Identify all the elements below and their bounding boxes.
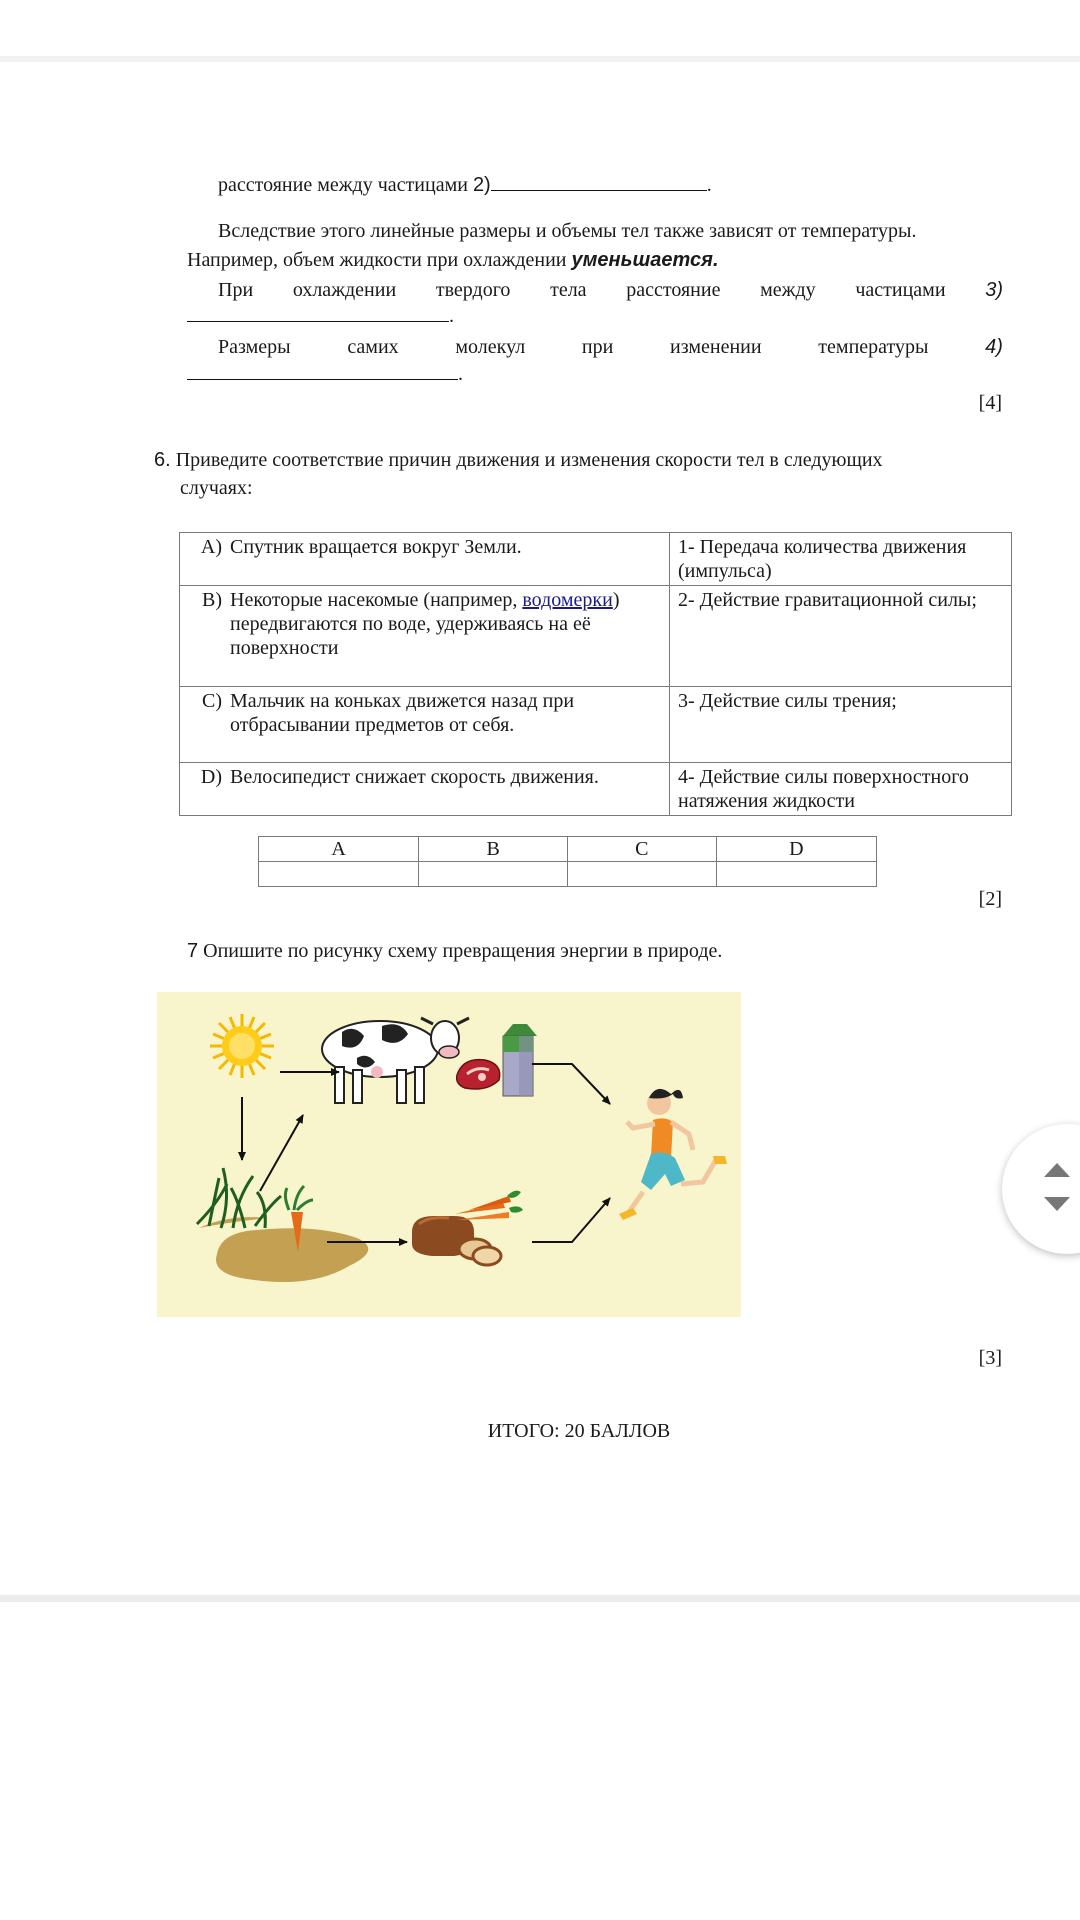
answer-header-row — [259, 837, 877, 862]
cause-cell-d: D) Велосипедист снижает скорость движения. — [180, 763, 670, 816]
molecule-size-line: Размеры самих молекул при изменении температуры 4) — [218, 333, 1003, 362]
total-points: ИТОГО: 20 БАЛЛОВ — [487, 1420, 671, 1442]
distance-line: расстояние между частицами 2) . — [218, 174, 712, 196]
meat-icon — [457, 1060, 500, 1089]
answer-input-row — [259, 862, 877, 887]
q3-answer-line: . — [187, 302, 454, 331]
q4-answer-line: . — [187, 360, 463, 389]
table-row — [180, 586, 1012, 687]
answer-cell-a[interactable] — [259, 862, 419, 887]
emphasis-word: уменьшается. — [571, 249, 719, 271]
sun-icon — [210, 1014, 274, 1078]
cause-cell-c: C) Мальчик на коньках движется назад при отбрасывании предметов от себя. — [180, 687, 670, 763]
paragraph-line-1: Вследствие этого линейные размеры и объемы тел также зависят от температуры. — [218, 220, 917, 242]
answer-cell-c[interactable] — [567, 862, 716, 887]
question7-title: 7 Опишите по рисунку схему превращения энергии в природе. — [187, 940, 723, 962]
answer-cell-b[interactable] — [419, 862, 568, 887]
cause-cell-b: B) Некоторые насекомые (например, водомерки) передвигаются по воде, удерживаясь на её поверхности — [180, 586, 670, 687]
q4-number: 4) — [985, 336, 1003, 358]
cause-cell-a: A) Спутник вращается вокруг Земли. — [180, 533, 670, 586]
table-row — [180, 533, 1012, 586]
water-strider-link[interactable]: водомерки — [522, 589, 613, 611]
matching-table — [179, 532, 1012, 816]
reason-cell-4: 4- Действие силы поверхностного натяжения жидкости — [670, 763, 1012, 816]
paragraph-line-2: Например, объем жидкости при охлаждении уменьшается. — [187, 249, 719, 271]
energy-cycle-figure — [157, 992, 741, 1317]
answer-blank-3[interactable] — [187, 303, 449, 322]
score-section7: [3] — [978, 1347, 1002, 1369]
question6-title-line2: случаях: — [180, 477, 253, 499]
reason-cell-2: 2- Действие гравитационной силы; — [670, 586, 1012, 687]
answer-cell-d[interactable] — [716, 862, 876, 887]
page-bottom-divider — [0, 1595, 1080, 1602]
answer-blank-2[interactable] — [491, 172, 707, 191]
reason-cell-3: 3- Действие силы трения; — [670, 687, 1012, 763]
score-section5: [4] — [978, 392, 1002, 414]
caret-down-icon[interactable] — [1044, 1197, 1070, 1211]
q2-number: 2) — [472, 174, 491, 196]
caret-up-icon[interactable] — [1044, 1163, 1070, 1177]
question6-number: 6. — [154, 449, 171, 471]
question6-title-line1: 6. Приведите соответствие причин движения и изменения скорости тел в следующих — [154, 449, 883, 471]
top-toolbar-band — [0, 0, 1080, 62]
answer-header-b: B — [419, 837, 568, 862]
answer-header-c: C — [567, 837, 716, 862]
answer-grid — [258, 836, 877, 887]
question7-number: 7 — [187, 940, 199, 962]
answer-header-d: D — [716, 837, 876, 862]
reason-cell-1: 1- Передача количества движения (импульса) — [670, 533, 1012, 586]
table-row — [180, 687, 1012, 763]
answer-header-a: A — [259, 837, 419, 862]
q3-number: 3) — [985, 279, 1003, 301]
table-row — [180, 763, 1012, 816]
score-section6: [2] — [978, 888, 1002, 910]
scroll-page-button[interactable] — [1002, 1124, 1080, 1254]
top-toolbar — [0, 0, 1080, 56]
answer-blank-4[interactable] — [187, 361, 458, 380]
milk-carton-icon — [503, 1024, 537, 1096]
cooling-line: При охлаждении твердого тела расстояние между частицами 3) — [218, 276, 1003, 305]
